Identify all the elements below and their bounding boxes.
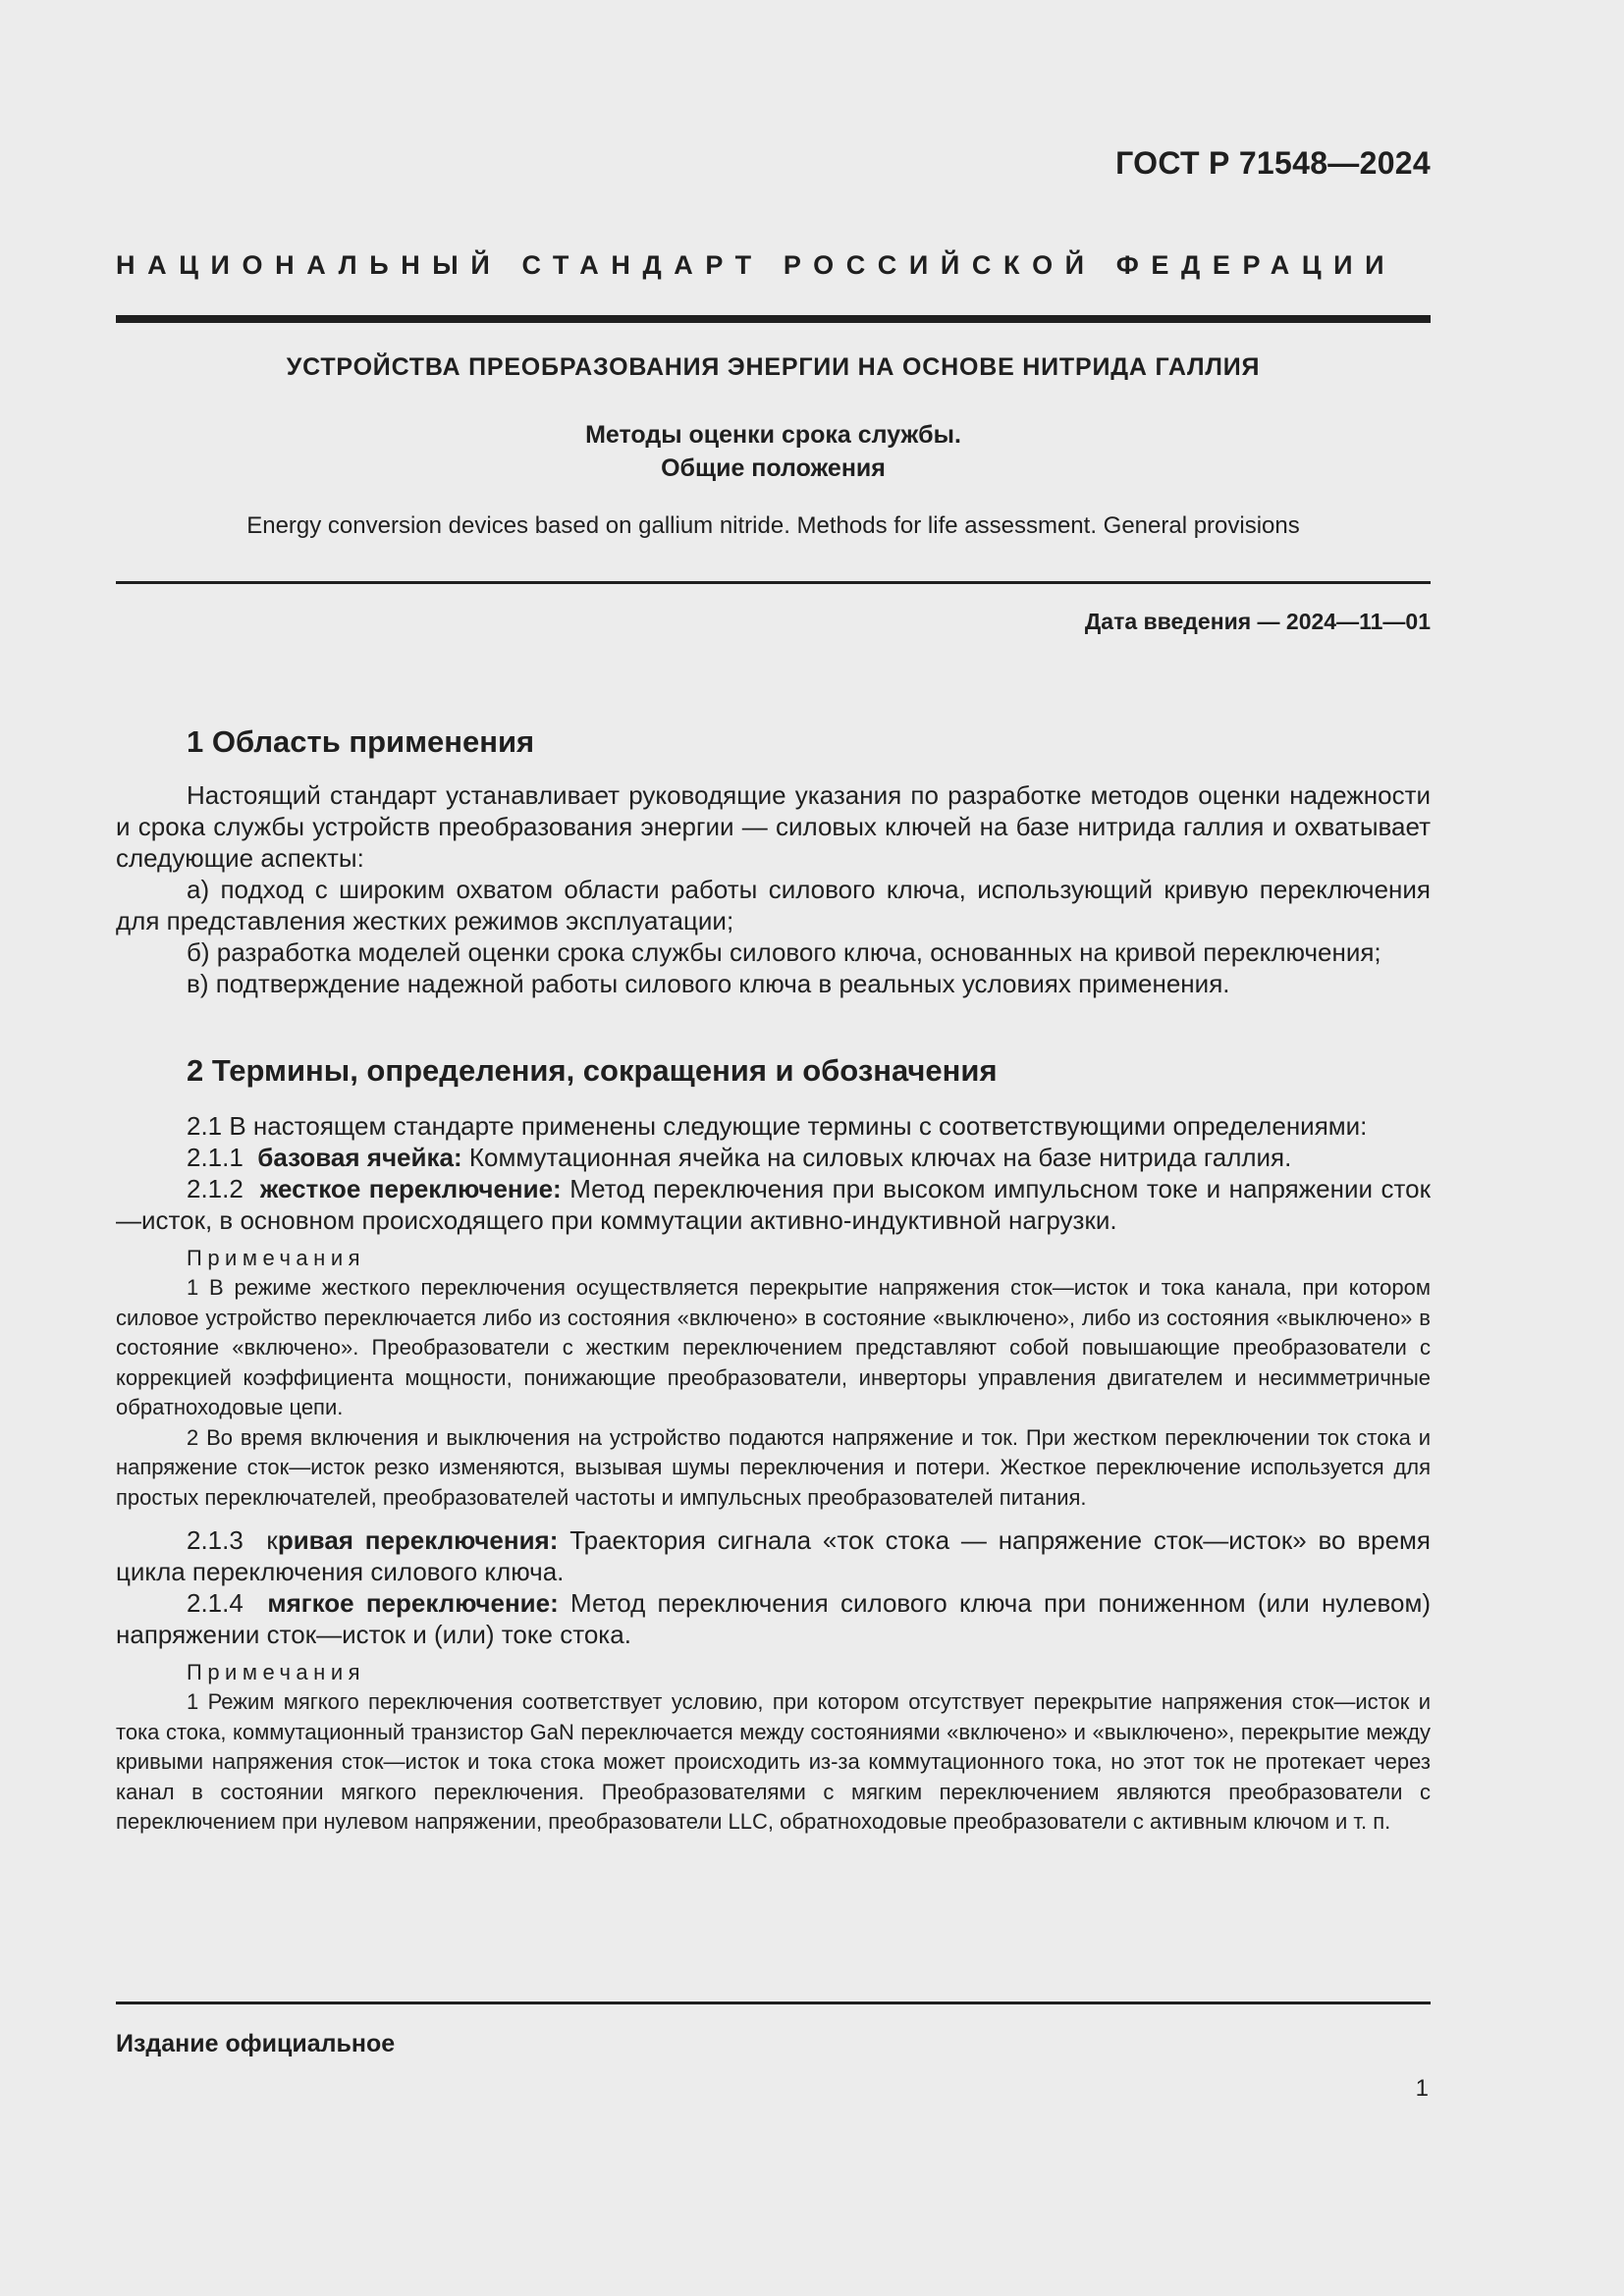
section-2-heading: 2 Термины, определения, сокращения и обозначения (187, 1053, 998, 1088)
section-1 (116, 724, 1431, 999)
term-number: 2.1.2 (187, 1174, 260, 1203)
note-2: 2 Во время включения и выключения на устройство подаются напряжение и ток. При жестком переключении ток стока и напряжение сток—исток резко изменяются, вызывая шумы переключения и потери. Жесткое переключение используется для простых переключателей, преобразователей частоты и импульсных преобразователей питания. (116, 1424, 1431, 1510)
gost-code: ГОСТ Р 71548—2024 (1115, 145, 1431, 181)
notes-heading: Примечания (187, 1660, 366, 1684)
term-definition: Метод переключения при высоком импульсном токе и напряжении сток—исток, в основном происходящего при коммутации активно-индуктивной нагрузки. (116, 1174, 1431, 1235)
notes-heading: Примечания (187, 1246, 366, 1270)
term-definition: Метод переключения силового ключа при пониженном (или нулевом) напряжении сток—исток и (или) токе стока. (116, 1588, 1431, 1649)
list-item-c: в) подтверждение надежной работы силового ключа в реальных условиях применения. (187, 969, 1230, 998)
note-1: 1 В режиме жесткого переключения осуществляется перекрытие напряжения сток—исток и тока канала, при котором силовое устройство переключается либо из состояния «включено» в состояние «выключено», либо из состояния «выключено» в состояние «включено». Преобразователи с жестким переключением представляют собой повышающие преобразователи с коррекцией коэффициента мощности, понижающие преобразователи, инверторы управления двигателем и несимметричные обратноходовые цепи. (116, 1275, 1431, 1419)
term-2-1-1 (116, 1142, 1431, 1173)
term-number: 2.1.1 (187, 1143, 258, 1172)
term-2-1-3 (116, 1524, 1431, 1587)
term-number: 2.1.4 (187, 1588, 268, 1618)
term-definition: Траектория сигнала «ток стока — напряжение сток—исток» во время цикла переключения силового ключа. (116, 1525, 1431, 1586)
list-item-a: а) подход с широким охватом области работы силового ключа, использующий кривую переключения для представления жестких режимов эксплуатации; (116, 875, 1431, 935)
title-divider (116, 581, 1431, 584)
term-name: ривая переключения: (277, 1525, 559, 1555)
section-1-heading: 1 Область применения (187, 724, 535, 759)
list-item-b: б) разработка моделей оценки срока службы силового ключа, основанных на кривой переключения; (187, 937, 1381, 967)
document-title: УСТРОЙСТВА ПРЕОБРАЗОВАНИЯ ЭНЕРГИИ НА ОСНОВЕ НИТРИДА ГАЛЛИЯ (286, 353, 1261, 381)
subtitle-line-2: Общие положения (661, 454, 886, 482)
national-standard-title: НАЦИОНАЛЬНЫЙ СТАНДАРТ РОССИЙСКОЙ ФЕДЕРАЦИИ (116, 250, 1397, 280)
term-name: мягкое переключение: (267, 1588, 559, 1618)
page-number: 1 (1415, 2075, 1429, 2102)
footer-divider (116, 2002, 1431, 2004)
english-title: Energy conversion devices based on gallium nitride. Methods for life assessment. General provisions (246, 512, 1300, 539)
clause-2-1: 2.1 В настоящем стандарте применены следующие термины с соответствующими определениями: (187, 1111, 1368, 1141)
term-name: базовая ячейка: (257, 1143, 462, 1172)
term-number: 2.1.3 к (187, 1525, 278, 1555)
subtitle-line-1: Методы оценки срока службы. (585, 421, 961, 449)
section-1-intro: Настоящий стандарт устанавливает руководящие указания по разработке методов оценки надежности и срока службы устройств преобразования энергии — силовых ключей на базе нитрида галлия и охватывает следующие аспекты: (116, 780, 1431, 873)
term-definition: Коммутационная ячейка на силовых ключах на базе нитрида галлия. (461, 1143, 1292, 1172)
section-2 (116, 1053, 1431, 1838)
header-divider-thick (116, 315, 1431, 323)
term-name: жесткое переключение: (259, 1174, 562, 1203)
note-1: 1 Режим мягкого переключения соответствует условию, при котором отсутствует перекрытие напряжения сток—исток и тока стока, коммутационный транзистор GaN переключается между состояниями «включено» и «выключено», перекрытие между кривыми напряжения сток—исток и тока стока может происходить из-за коммутационного тока, но этот ток не протекает через канал в состоянии мягкого переключения. Преобразователями с мягким переключением являются преобразователи с переключением при нулевом напряжении, преобразователи LLC, обратноходовые преобразователи с активным ключом и т. п. (116, 1689, 1431, 1834)
introduction-date: Дата введения — 2024—11—01 (1084, 609, 1431, 634)
document-subtitle (116, 418, 1431, 485)
term-2-1-4 (116, 1587, 1431, 1650)
term-2-1-2 (116, 1173, 1431, 1236)
official-edition-label: Издание официальное (116, 2030, 396, 2057)
